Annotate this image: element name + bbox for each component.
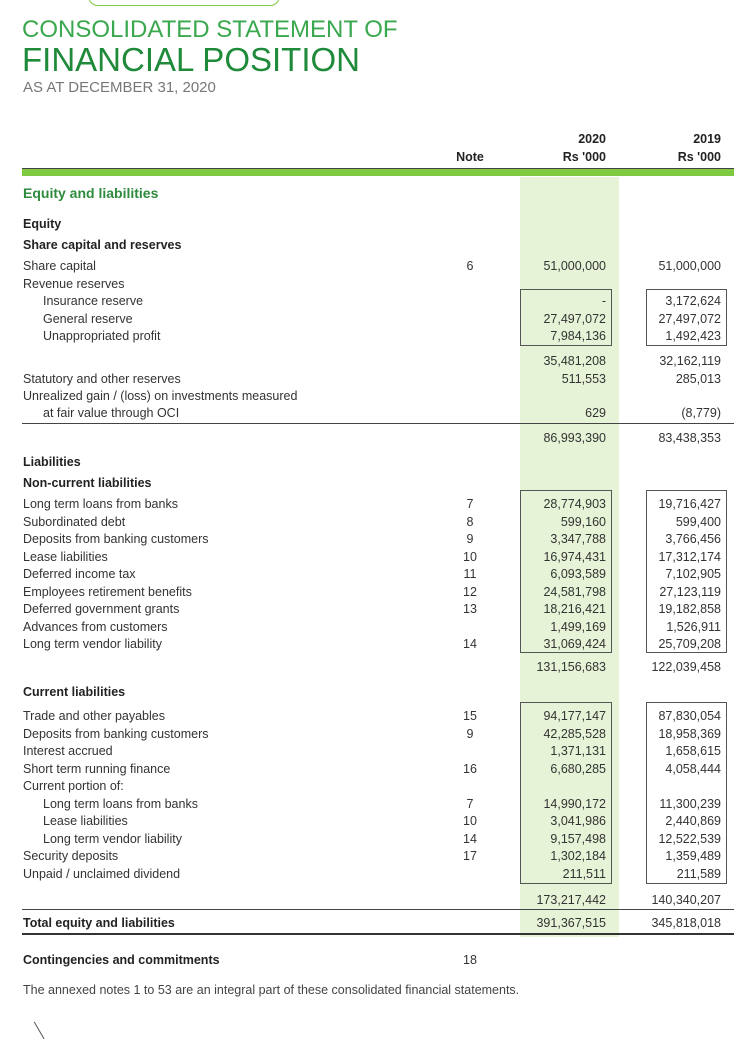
section-current-liabilities: Current liabilities xyxy=(23,685,126,699)
row-label: Long term loans from banks xyxy=(23,497,178,511)
insurance-reserve-label: Insurance reserve xyxy=(43,294,144,308)
row-label: Deferred government grants xyxy=(23,602,180,616)
row-label: Unpaid / unclaimed dividend xyxy=(23,866,181,881)
row-note: 10 xyxy=(463,549,477,564)
grand-total-2020: 391,367,515 xyxy=(536,916,606,930)
page-title-line2: FINANCIAL POSITION xyxy=(22,41,360,78)
footnote: The annexed notes 1 to 53 are an integral part of these consolidated financial statements. xyxy=(23,983,520,997)
row-label: Lease liabilities xyxy=(23,549,108,564)
row-value-2019: 1,526,911 xyxy=(666,619,721,634)
unappropriated-profit-label: Unappropriated profit xyxy=(43,329,161,343)
row-value-2020: 1,371,131 xyxy=(550,744,606,758)
section-equity-and-liabilities: Equity and liabilities xyxy=(23,185,159,201)
row-value-2020: 18,216,421 xyxy=(543,602,606,616)
row-note: 17 xyxy=(463,849,477,863)
share-capital-note: 6 xyxy=(466,259,474,273)
row-label: Long term loans from banks xyxy=(43,796,198,811)
note-column-header: Note xyxy=(456,150,484,164)
row-value-2019: 1,658,615 xyxy=(665,744,721,758)
row-value-2020: 94,177,147 xyxy=(543,709,606,723)
row-label: Employees retirement benefits xyxy=(23,584,192,599)
non-current-total-2020: 131,156,683 xyxy=(536,660,606,674)
unappropriated-profit-2020: 7,984,136 xyxy=(550,329,606,343)
grand-total-label: Total equity and liabilities xyxy=(23,916,175,930)
row-label: Long term vendor liability xyxy=(43,831,182,846)
row-value-2019: 3,766,456 xyxy=(665,532,721,546)
row-value-2020: 31,069,424 xyxy=(543,637,606,651)
unrealized-gain-2019: (8,779) xyxy=(681,406,721,420)
share-capital-2019: 51,000,000 xyxy=(658,259,721,273)
row-value-2019: 4,058,444 xyxy=(665,761,721,776)
row-value-2019: 17,312,174 xyxy=(658,549,721,564)
current-total-2019: 140,340,207 xyxy=(651,893,721,907)
row-value-2020: 28,774,903 xyxy=(543,497,606,511)
grand-total-bottom-rule xyxy=(22,933,734,935)
equity-total-rule xyxy=(22,423,734,424)
unrealized-gain-label-line2: at fair value through OCI xyxy=(43,406,180,420)
row-label: Deferred income tax xyxy=(23,567,136,581)
section-equity: Equity xyxy=(23,217,62,231)
row-value-2020: 6,680,285 xyxy=(550,761,606,776)
row-note: 9 xyxy=(466,726,474,741)
decorative-corner-stroke xyxy=(34,1017,54,1039)
contingencies-label: Contingencies and commitments xyxy=(23,953,220,967)
row-label: Deposits from banking customers xyxy=(23,726,209,741)
row-value-2019: 19,182,858 xyxy=(658,602,721,616)
row-label: Subordinated debt xyxy=(23,514,126,529)
row-value-2019: 87,830,054 xyxy=(658,709,721,723)
row-value-2020: 3,347,788 xyxy=(550,532,606,546)
general-reserve-label: General reserve xyxy=(43,312,133,326)
year-2019-header: 2019 xyxy=(693,132,721,146)
row-note: 7 xyxy=(466,497,474,511)
share-capital-label: Share capital xyxy=(23,259,96,273)
general-reserve-2019: 27,497,072 xyxy=(658,312,721,326)
section-share-capital-reserves: Share capital and reserves xyxy=(23,238,182,252)
row-value-2020: 6,093,589 xyxy=(550,567,606,581)
statutory-reserves-label: Statutory and other reserves xyxy=(23,372,181,386)
row-value-2019: 2,440,869 xyxy=(665,814,721,828)
contingencies-note: 18 xyxy=(463,953,477,967)
row-value-2020: 599,160 xyxy=(560,514,606,529)
unit-2020-header: Rs '000 xyxy=(562,150,606,164)
row-note: 15 xyxy=(463,709,477,723)
share-capital-2020: 51,000,000 xyxy=(543,259,606,273)
row-label: Current portion of: xyxy=(23,779,124,793)
row-value-2019: 19,716,427 xyxy=(658,497,721,511)
row-value-2019: 211,589 xyxy=(676,866,721,881)
equity-total-2020: 86,993,390 xyxy=(543,431,606,445)
revenue-subtotal-2019: 32,162,119 xyxy=(659,354,721,368)
unrealized-gain-2020: 629 xyxy=(585,406,606,420)
revenue-reserves-label: Revenue reserves xyxy=(23,277,125,291)
row-label: Security deposits xyxy=(23,849,119,863)
row-value-2019: 18,958,369 xyxy=(658,726,721,741)
row-value-2020: 42,285,528 xyxy=(543,726,606,741)
row-value-2019: 599,400 xyxy=(675,514,721,529)
row-value-2020: 3,041,986 xyxy=(550,814,606,828)
insurance-reserve-2019: 3,172,624 xyxy=(665,294,721,308)
statutory-reserves-2019: 285,013 xyxy=(675,372,721,386)
row-value-2020: 16,974,431 xyxy=(543,549,606,564)
row-value-2019: 12,522,539 xyxy=(658,831,721,846)
row-value-2020: 14,990,172 xyxy=(543,796,606,811)
row-value-2019: 1,359,489 xyxy=(665,849,721,863)
row-value-2019: 7,102,905 xyxy=(665,567,721,581)
grand-total-top-rule xyxy=(22,909,734,910)
non-current-total-2019: 122,039,458 xyxy=(651,660,721,674)
row-value-2020: 211,511 xyxy=(562,866,606,881)
revenue-subtotal-2020: 35,481,208 xyxy=(543,354,606,368)
row-value-2019: 25,709,208 xyxy=(658,637,721,651)
row-label: Advances from customers xyxy=(23,619,168,634)
row-note: 11 xyxy=(463,567,477,581)
green-header-bar xyxy=(22,169,734,176)
row-note: 14 xyxy=(463,637,477,651)
equity-total-2019: 83,438,353 xyxy=(658,431,721,445)
row-label: Lease liabilities xyxy=(43,814,128,828)
row-value-2019: 11,300,239 xyxy=(659,796,721,811)
row-value-2020: 9,157,498 xyxy=(550,831,606,846)
row-note: 9 xyxy=(466,532,474,546)
row-value-2020: 1,302,184 xyxy=(550,849,606,863)
row-label: Trade and other payables xyxy=(23,709,165,723)
statutory-reserves-2020: 511,553 xyxy=(561,372,606,386)
row-value-2020: 1,499,169 xyxy=(550,619,606,634)
row-note: 16 xyxy=(463,761,477,776)
unappropriated-profit-2019: 1,492,423 xyxy=(665,329,721,343)
row-label: Interest accrued xyxy=(23,744,113,758)
row-value-2019: 27,123,119 xyxy=(659,584,721,599)
year-2020-header: 2020 xyxy=(578,132,606,146)
row-value-2020: 24,581,798 xyxy=(543,584,606,599)
row-note: 10 xyxy=(463,814,477,828)
row-note: 12 xyxy=(463,584,477,599)
row-note: 14 xyxy=(463,831,477,846)
page-title-line1: CONSOLIDATED STATEMENT OF xyxy=(22,16,398,43)
page-subtitle: AS AT DECEMBER 31, 2020 xyxy=(23,79,216,96)
unrealized-gain-label: Unrealized gain / (loss) on investments measured xyxy=(23,389,298,403)
decorative-tab-outline xyxy=(88,0,280,6)
general-reserve-2020: 27,497,072 xyxy=(543,312,606,326)
unit-2019-header: Rs '000 xyxy=(677,150,721,164)
section-non-current-liabilities: Non-current liabilities xyxy=(23,476,152,490)
current-total-2020: 173,217,442 xyxy=(536,893,606,907)
grand-total-2019: 345,818,018 xyxy=(651,916,721,930)
row-note: 8 xyxy=(466,514,474,529)
insurance-reserve-2020: - xyxy=(601,294,606,308)
row-label: Deposits from banking customers xyxy=(23,532,209,546)
row-note: 13 xyxy=(463,602,477,616)
row-label: Long term vendor liability xyxy=(23,637,162,651)
section-liabilities: Liabilities xyxy=(23,455,81,469)
row-label: Short term running finance xyxy=(23,761,171,776)
row-note: 7 xyxy=(466,796,474,811)
